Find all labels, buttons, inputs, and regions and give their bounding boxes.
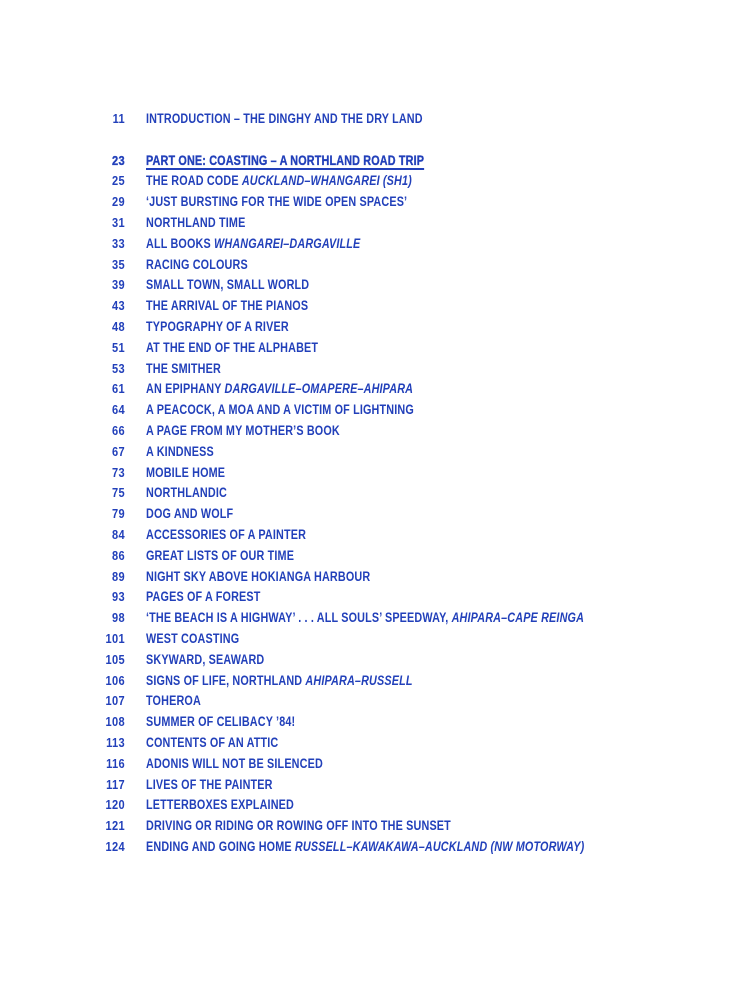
toc-page-number: 39: [112, 277, 125, 293]
toc-entry-title: AN EPIPHANY DARGAVILLE–OMAPERE–AHIPARA: [146, 381, 414, 397]
toc-page-number: 108: [105, 714, 125, 730]
toc-page-number: 86: [112, 547, 125, 563]
toc-row: [85, 837, 694, 858]
toc-page-number: 89: [112, 568, 125, 584]
toc-page-number: 48: [112, 318, 125, 334]
toc-page-number: 11: [112, 111, 125, 126]
toc-row: [85, 192, 694, 213]
toc-entry-title: NIGHT SKY ABOVE HOKIANGA HARBOUR: [146, 568, 371, 584]
toc-page-number: 64: [112, 402, 125, 418]
toc-entry-title: RACING COLOURS: [146, 256, 248, 272]
toc-row: [85, 421, 694, 442]
toc-entry-title: GREAT LISTS OF OUR TIME: [146, 547, 295, 563]
toc-row: [85, 650, 694, 671]
toc-page-number: 121: [105, 818, 125, 834]
toc-row: [85, 171, 694, 192]
toc-row: [85, 816, 694, 837]
toc-page-number: 105: [105, 651, 125, 667]
toc-page-number: 33: [112, 235, 125, 251]
toc-page-number: 23: [112, 152, 125, 168]
toc-row: [85, 733, 694, 754]
toc-page-number: 107: [105, 693, 125, 709]
toc-entry-title: PAGES OF A FOREST: [146, 589, 261, 605]
toc-row: [85, 795, 694, 816]
toc-page-number: 51: [112, 339, 125, 355]
toc-page-number: 73: [112, 464, 125, 480]
toc-row: [85, 775, 694, 796]
toc-page-number: 67: [112, 443, 125, 459]
toc-page-number: 124: [105, 838, 125, 854]
toc-page-number: 25: [112, 173, 125, 189]
toc-row: [85, 338, 694, 359]
toc-page-number: 84: [112, 526, 125, 542]
toc-row: [85, 463, 694, 484]
toc-entry-title: TYPOGRAPHY OF A RIVER: [146, 318, 289, 334]
toc-row: [85, 275, 694, 296]
toc-page-number: 116: [106, 755, 125, 771]
toc-entry-title: WEST COASTING: [146, 630, 240, 646]
toc-row: [85, 109, 694, 130]
toc-page-number: 98: [112, 610, 125, 626]
toc-entry-title: DRIVING OR RIDING OR ROWING OFF INTO THE SUNSET: [146, 818, 451, 834]
toc-entry-title: THE ARRIVAL OF THE PIANOS: [146, 298, 309, 314]
toc-row: [85, 317, 694, 338]
toc-entry-title: SMALL TOWN, SMALL WORLD: [146, 277, 310, 293]
toc-row: [85, 442, 694, 463]
toc-entry-title: TOHEROA: [146, 693, 201, 709]
toc-entry-title: ‘JUST BURSTING FOR THE WIDE OPEN SPACES’: [146, 194, 408, 210]
toc-entry-title: SIGNS OF LIFE, NORTHLAND AHIPARA–RUSSELL: [146, 672, 413, 688]
toc-entry-title: DOG AND WOLF: [146, 506, 234, 522]
toc-entry-title: SKYWARD, SEAWARD: [146, 651, 265, 667]
toc-entry-title: THE SMITHER: [146, 360, 221, 376]
toc-entry-title: CONTENTS OF AN ATTIC: [146, 734, 279, 750]
toc-row: [85, 671, 694, 692]
toc-entry-title: A KINDNESS: [146, 443, 214, 459]
toc-row: [85, 546, 694, 567]
toc-page-number: 53: [112, 360, 125, 376]
toc-row: [85, 608, 694, 629]
toc-entry-title: LETTERBOXES EXPLAINED: [146, 797, 294, 813]
toc-row: [85, 712, 694, 733]
table-of-contents: [85, 109, 694, 858]
toc-page-number: 120: [105, 797, 125, 813]
toc-row: [85, 255, 694, 276]
toc-page-number: 113: [106, 734, 125, 750]
toc-page-number: 93: [112, 589, 125, 605]
toc-entry-title: ALL BOOKS WHANGAREI–DARGAVILLE: [146, 235, 361, 251]
toc-page-number: 66: [112, 422, 125, 438]
toc-row: [85, 400, 694, 421]
toc-row: [85, 296, 694, 317]
toc-row: [85, 483, 694, 504]
toc-row: [85, 234, 694, 255]
toc-row: [85, 151, 694, 172]
toc-page-number: 106: [105, 672, 125, 688]
toc-entry-title: NORTHLANDIC: [146, 485, 227, 501]
toc-entry-title: PART ONE: COASTING – A NORTHLAND ROAD TRIP: [146, 152, 425, 168]
toc-row: [85, 587, 694, 608]
toc-entry-title: THE ROAD CODE AUCKLAND–WHANGAREI (SH1): [146, 173, 412, 189]
toc-entry-title: INTRODUCTION – THE DINGHY AND THE DRY LAND: [146, 111, 423, 126]
toc-entry-title: ADONIS WILL NOT BE SILENCED: [146, 755, 323, 771]
toc-entry-title: LIVES OF THE PAINTER: [146, 776, 273, 792]
toc-row: [85, 379, 694, 400]
toc-page-number: 79: [112, 506, 125, 522]
toc-page-number: 31: [112, 214, 125, 230]
toc-row: [85, 691, 694, 712]
toc-entry-title: NORTHLAND TIME: [146, 214, 246, 230]
toc-row: [85, 629, 694, 650]
toc-entry-title: A PEACOCK, A MOA AND A VICTIM OF LIGHTNING: [146, 402, 414, 418]
toc-page-number: 75: [112, 485, 125, 501]
toc-entry-title: MOBILE HOME: [146, 464, 226, 480]
toc-row: [85, 567, 694, 588]
toc-row: [85, 359, 694, 380]
toc-page-number: 43: [112, 298, 125, 314]
toc-entry-title: A PAGE FROM MY MOTHER’S BOOK: [146, 422, 340, 438]
toc-row: [85, 754, 694, 775]
toc-row: [85, 504, 694, 525]
toc-page-number: 61: [112, 381, 125, 397]
toc-entry-title: ENDING AND GOING HOME RUSSELL–KAWAKAWA–AUCKLAND (NW MOTORWAY): [146, 838, 585, 854]
toc-row: [85, 525, 694, 546]
toc-entry-title: AT THE END OF THE ALPHABET: [146, 339, 319, 355]
toc-entry-title: ACCESSORIES OF A PAINTER: [146, 526, 307, 542]
toc-page-number: 29: [112, 194, 125, 210]
toc-row: [85, 213, 694, 234]
toc-entry-title: ‘THE BEACH IS A HIGHWAY’ . . . ALL SOULS’ SPEEDWAY, AHIPARA–CAPE REINGA: [146, 610, 585, 626]
toc-page-number: 101: [105, 630, 125, 646]
toc-page-number: 117: [106, 776, 125, 792]
toc-page-number: 35: [112, 256, 125, 272]
toc-entry-title: SUMMER OF CELIBACY ’84!: [146, 714, 296, 730]
